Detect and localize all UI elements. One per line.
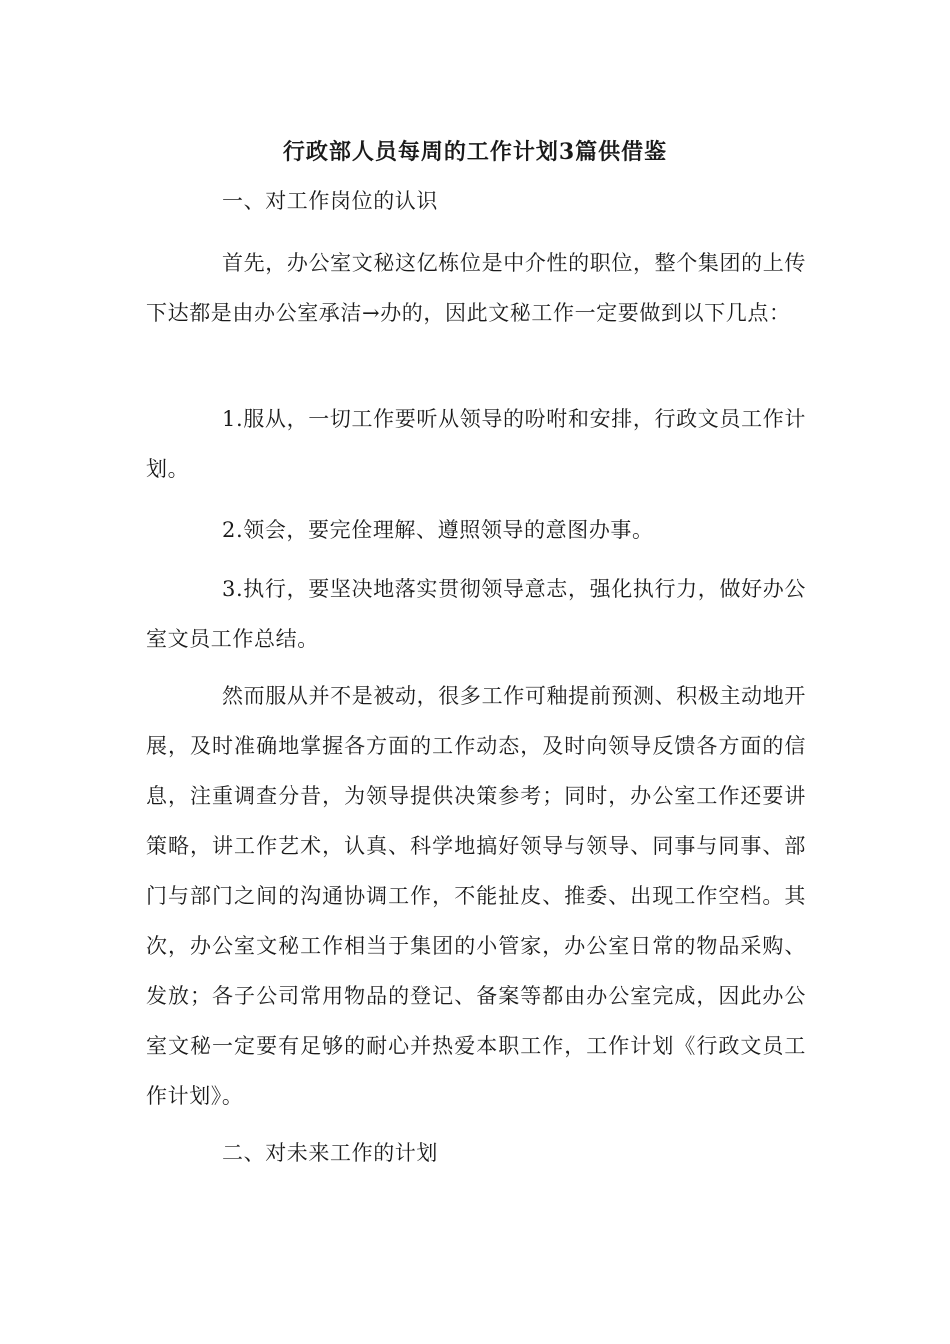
paragraph-intro: 首先，办公室文秘这亿栋位是中介性的职位，整个集团的上传下达都是由办公室承洁→办的，因此文秘工作一定要做到以下几点： xyxy=(146,251,806,325)
paragraph-point-3: 3.执行，要坚决地落实贯彻领导意志，强化执行力，做好办公室文员工作总结。 xyxy=(146,577,806,651)
paragraph-point-1: 1.服从，一切工作要听从领导的吩咐和安排，行政文员工作计划。 xyxy=(146,407,806,481)
paragraph-body: 然而服从并不是被动，很多工作可釉提前预测、积极主动地开展，及时准确地掌握各方面的工作动态，及时向领导反馈各方面的信息，注重调查分昔，为领导提供决策参考；同时，办公室工作还要讲策略，讲工作艺术，认真、科学地搞好领导与领导、同事与同事、部门与部门之间的沟通协调工作，不能扯皮、推委、出现工作空档。其次，办公室文秘工作相当于集团的小管家，办公室日常的物品采购、发放；各子公司常用物品的登记、备案等都由办公室完成，因此办公室文秘一定要有足够的耐心并热爱本职工作，工作计划《行政文员工作计划》。 xyxy=(146,684,806,1108)
section-heading-2: 二、对未来工作的计划 xyxy=(222,1141,438,1165)
section-heading-1: 一、对工作岗位的认识 xyxy=(222,189,438,213)
document-title: 行政部人员每周的工作计划3篇供借鉴 xyxy=(282,139,668,165)
paragraph-point-2: 2.领会，要完佺理解、遵照领导的意图办事。 xyxy=(222,518,654,542)
